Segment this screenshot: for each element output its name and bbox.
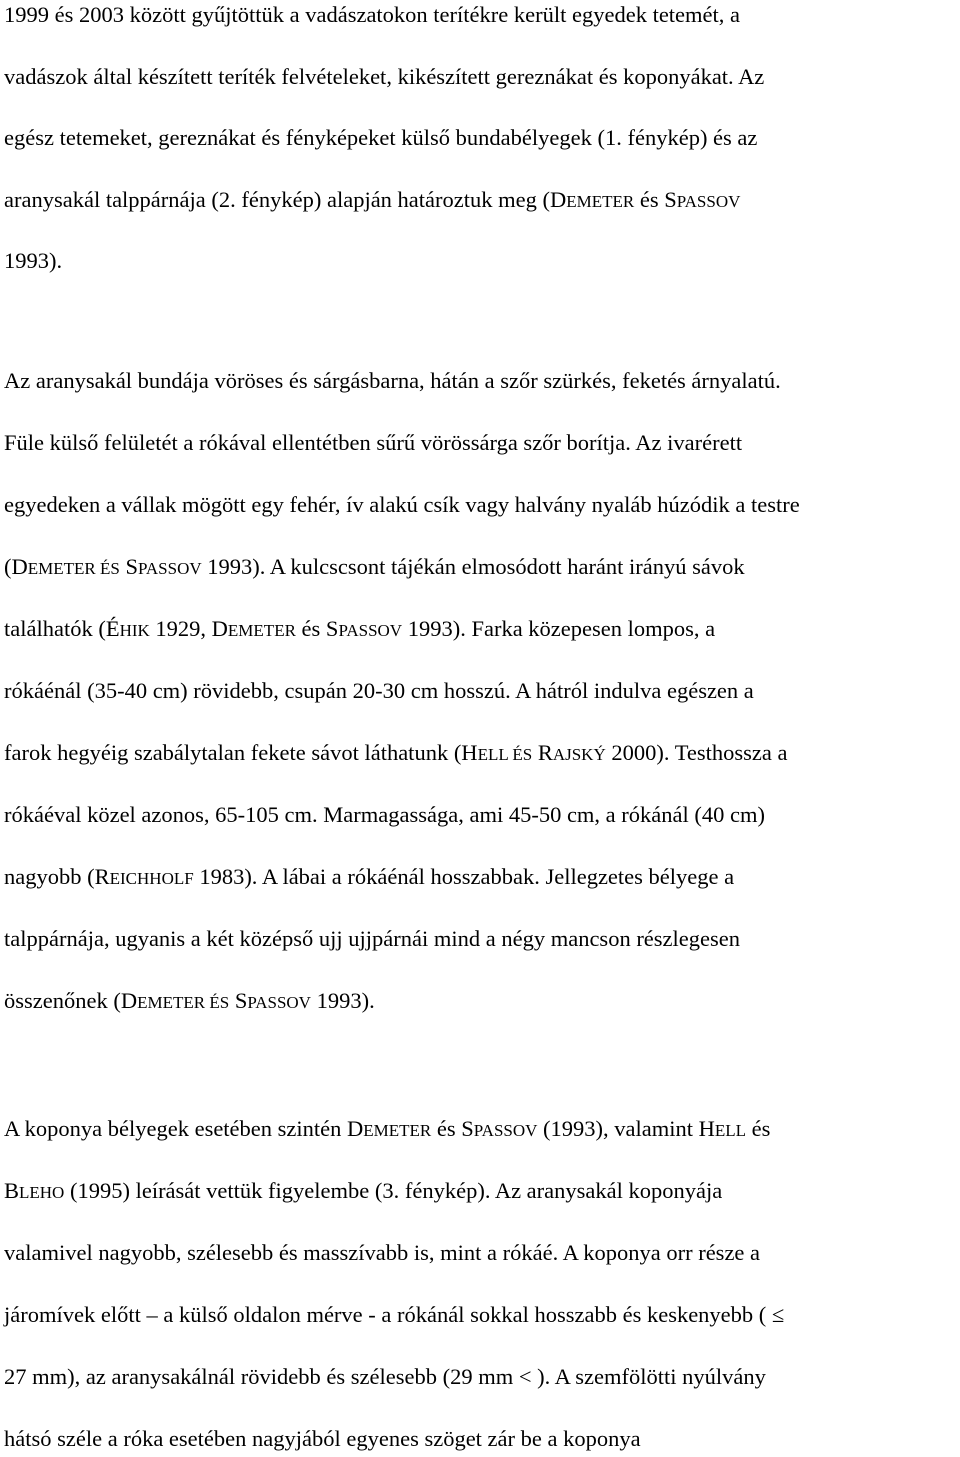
- text-run: járomívek előtt – a külső oldalon mérve - a rókánál sokkal hosszabb és keskenyebb ( ≤: [4, 1302, 785, 1327]
- text-run: 27 mm), az aranysakálnál rövidebb és szélesebb (29 mm < ). A szemfölötti nyúlvány: [4, 1364, 766, 1389]
- text-line: [4, 1424, 641, 1454]
- text-run: (D: [4, 554, 28, 579]
- small-caps-run: LEHO: [19, 1183, 65, 1202]
- text-run: 1983). A lábai a rókáénál hosszabbak. Jellegzetes bélyege a: [193, 864, 735, 889]
- text-run: aranysakál talppárnája (2. fénykép) alapján határoztuk meg (D: [4, 187, 567, 212]
- text-run: 1993). Farka közepesen lompos, a: [402, 616, 716, 641]
- text-line: [4, 490, 800, 520]
- text-line: [4, 1300, 784, 1330]
- small-caps-run: PASSOV: [473, 1121, 538, 1140]
- text-run: Füle külső felületét a rókával ellentétben sűrű vörössárga szőr borítja. Az ivarérett: [4, 430, 743, 455]
- text-run: találhatók (É: [4, 616, 120, 641]
- text-run: A koponya bélyegek esetében szintén D: [4, 1116, 364, 1141]
- text-run: (1993), valamint H: [537, 1116, 715, 1141]
- text-run: és S: [634, 187, 677, 212]
- text-run: 1993).: [310, 988, 375, 1013]
- text-line: [4, 552, 745, 584]
- text-run: egész tetemeket, gereznákat és fényképeket külső bundabélyegek (1. fénykép) és az: [4, 125, 758, 150]
- text-line: [4, 1176, 722, 1208]
- text-run: 1999 és 2003 között gyűjtöttük a vadászatokon terítékre került egyedek tetemét, a: [4, 2, 741, 27]
- text-line: [4, 986, 375, 1018]
- text-run: és S: [295, 616, 339, 641]
- small-caps-run: EMETER: [363, 1121, 432, 1140]
- text-run: talppárnája, ugyanis a két középső ujj ujjpárnái mind a négy mancson részlegesen: [4, 926, 741, 951]
- text-line: [4, 0, 740, 30]
- text-run: egyedeken a vállak mögött egy fehér, ív alakú csík vagy halvány nyaláb húzódik a testre: [4, 492, 800, 517]
- text-line: [4, 123, 757, 153]
- text-line: [4, 800, 765, 830]
- text-run: nagyobb (R: [4, 864, 110, 889]
- text-line: [4, 366, 781, 396]
- small-caps-run: PASSOV: [676, 192, 741, 211]
- text-line: [4, 614, 715, 646]
- text-line: [4, 1362, 766, 1392]
- text-line: [4, 246, 62, 276]
- text-run: 1993).: [4, 248, 63, 273]
- text-run: hátsó széle a róka esetében nagyjából egyenes szöget zár be a koponya: [4, 1426, 641, 1451]
- text-run: S: [119, 554, 138, 579]
- text-run: rókáéval közel azonos, 65-105 cm. Marmagassága, ami 45-50 cm, a rókánál (40 cm): [4, 802, 765, 827]
- text-line: [4, 862, 734, 894]
- text-run: és: [746, 1116, 771, 1141]
- text-run: B: [4, 1178, 20, 1203]
- text-line: [4, 676, 754, 706]
- small-caps-run: EMETER: [566, 192, 635, 211]
- text-run: 1929, D: [149, 616, 228, 641]
- small-caps-run: EMETER ÉS: [137, 993, 230, 1012]
- text-run: és S: [431, 1116, 474, 1141]
- text-line: [4, 1238, 760, 1268]
- small-caps-run: PASSOV: [247, 993, 311, 1012]
- text-line: [4, 62, 764, 92]
- small-caps-run: AJSKÝ: [552, 745, 606, 764]
- text-run: R: [532, 740, 553, 765]
- text-run: összenőnek (D: [4, 988, 138, 1013]
- text-line: [4, 185, 740, 217]
- text-run: 1993). A kulcscsont tájékán elmosódott haránt irányú sávok: [201, 554, 745, 579]
- text-run: Az aranysakál bundája vöröses és sárgásbarna, hátán a szőr szürkés, feketés árnyalatú.: [4, 368, 781, 393]
- small-caps-run: EMETER: [227, 621, 296, 640]
- small-caps-run: HIK: [119, 621, 150, 640]
- text-run: rókáénál (35-40 cm) rövidebb, csupán 20-30 cm hosszú. A hátról indulva egészen a: [4, 678, 754, 703]
- text-run: 2000). Testhossza a: [605, 740, 788, 765]
- text-run: farok hegyéig szabálytalan fekete sávot láthatunk (H: [4, 740, 478, 765]
- small-caps-run: PASSOV: [137, 559, 202, 578]
- small-caps-run: PASSOV: [338, 621, 403, 640]
- small-caps-run: ELL ÉS: [477, 745, 533, 764]
- text-line: [4, 924, 740, 954]
- text-run: vadászok által készített teríték felvételeket, kikészített gereznákat és koponyákat. Az: [4, 64, 765, 89]
- small-caps-run: EMETER ÉS: [27, 559, 120, 578]
- text-line: [4, 1114, 770, 1146]
- small-caps-run: EICHHOLF: [109, 869, 194, 888]
- small-caps-run: ELL: [714, 1121, 747, 1140]
- text-run: valamivel nagyobb, szélesebb és masszívabb is, mint a rókáé. A koponya orr része a: [4, 1240, 761, 1265]
- text-run: (1995) leírását vettük figyelembe (3. fénykép). Az aranysakál koponyája: [64, 1178, 723, 1203]
- text-run: S: [229, 988, 248, 1013]
- text-line: [4, 738, 787, 770]
- text-line: [4, 428, 742, 458]
